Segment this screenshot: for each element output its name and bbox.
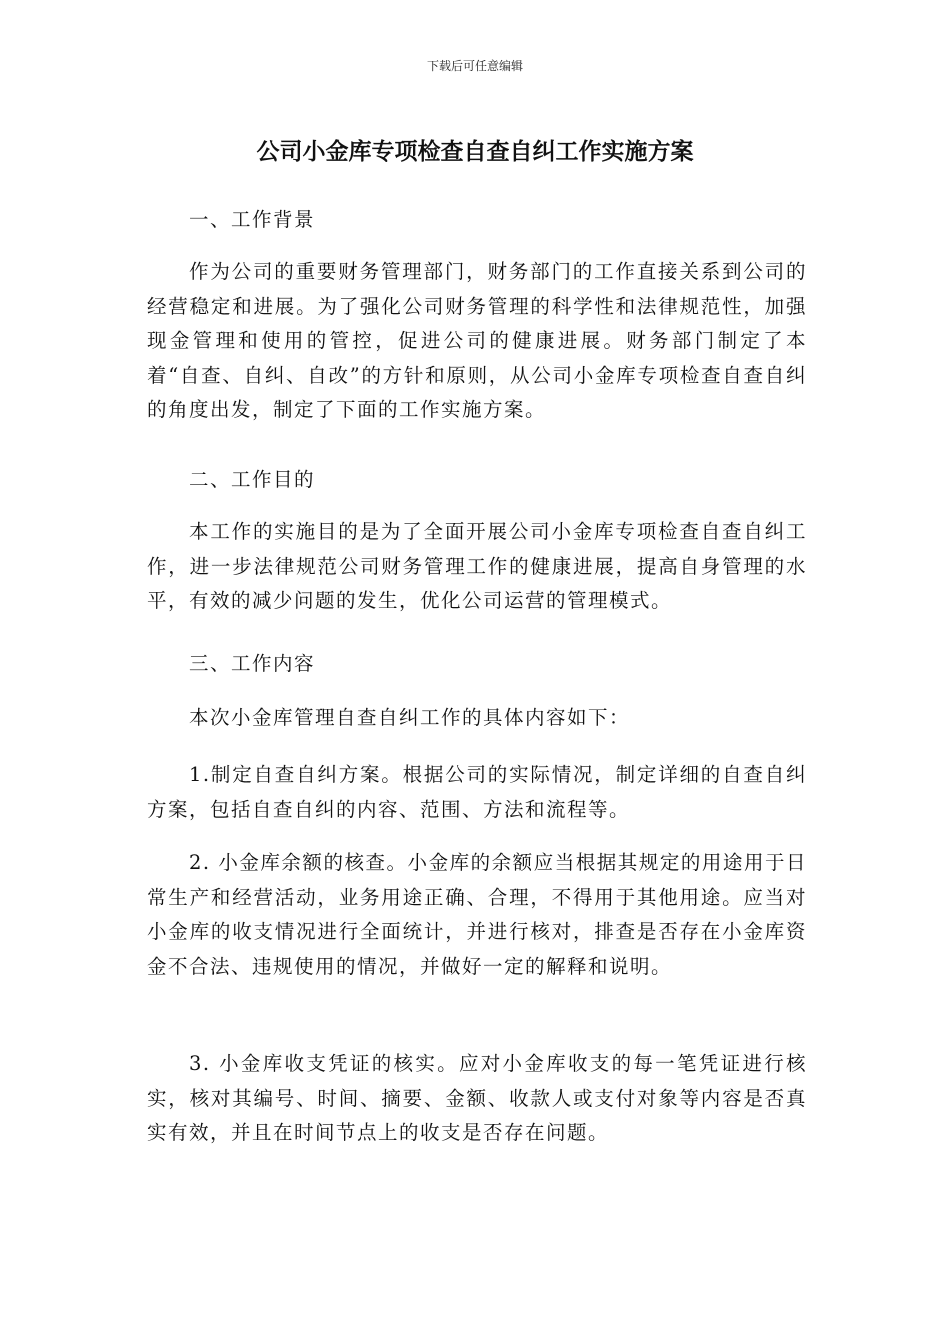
section-heading-background: 一、工作背景: [189, 208, 316, 231]
section-heading-content: 三、工作内容: [189, 652, 316, 675]
header-note: 下载后可任意编辑: [426, 59, 523, 73]
paragraph-content-item-1: 1.制定自查自纠方案。根据公司的实际情况，制定详细的自查自纠方案，包括自查自纠的内容、范围、方法和流程等。: [147, 763, 807, 821]
paragraph-background: 作为公司的重要财务管理部门，财务部门的工作直接关系到公司的经营稳定和进展。为了强化公司财务管理的科学性和法律规范性，加强现金管理和使用的管控，促进公司的健康进展。财务部门制定了本着“自查、自纠、自改”的方针和原则，从公司小金库专项检查自查自纠的角度出发，制定了下面的工作实施方案。: [147, 260, 807, 421]
paragraph-purpose: 本工作的实施目的是为了全面开展公司小金库专项检查自查自纠工作，进一步法律规范公司财务管理工作的健康进展，提高自身管理的水平，有效的减少问题的发生，优化公司运营的管理模式。: [147, 520, 807, 612]
paragraph-content-intro: 本次小金库管理自查自纠工作的具体内容如下：: [189, 706, 631, 729]
paragraph-content-item-3: 3. 小金库收支凭证的核实。应对小金库收支的每一笔凭证进行核实，核对其编号、时间、摘要、金额、收款人或支付对象等内容是否真实有效，并且在时间节点上的收支是否存在问题。: [147, 1052, 807, 1144]
section-heading-purpose: 二、工作目的: [189, 468, 316, 491]
paragraph-content-item-2: 2. 小金库余额的核查。小金库的余额应当根据其规定的用途用于日常生产和经营活动，业务用途正确、合理，不得用于其他用途。应当对小金库的收支情况进行全面统计，并进行核对，排查是否存在小金库资金不合法、违规使用的情况，并做好一定的解释和说明。: [147, 851, 807, 978]
document-title: 公司小金库专项检查自查自纠工作实施方案: [256, 139, 694, 165]
